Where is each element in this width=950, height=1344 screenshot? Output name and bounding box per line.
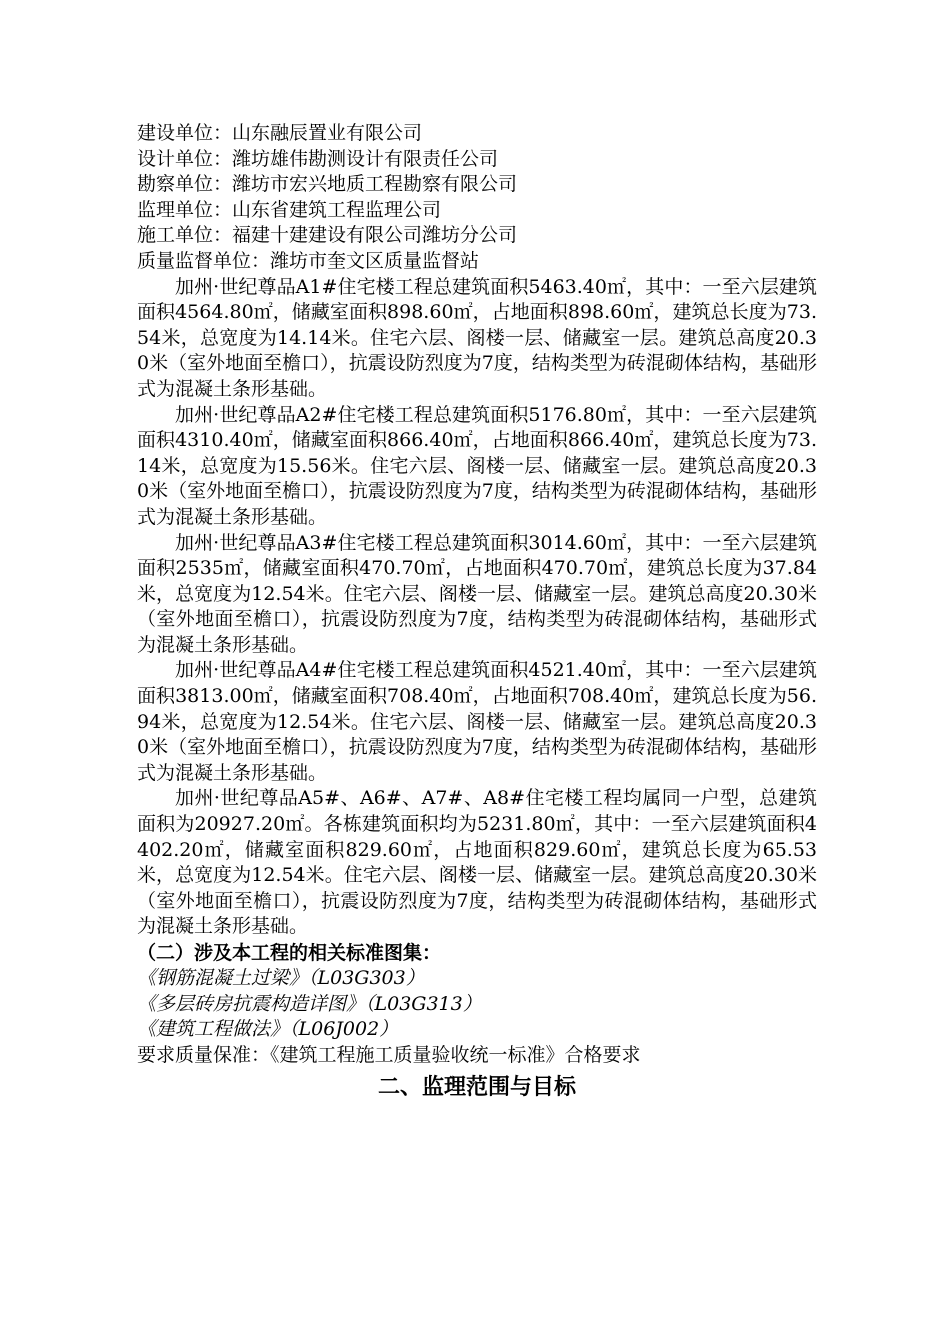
document-page (137, 121, 817, 1104)
unit-construction: 建设单位：山东融辰置业有限公司 (137, 122, 423, 144)
standard-item: 《钢筋混凝土过梁》（L03G303） (137, 967, 425, 989)
unit-survey: 勘察单位：潍坊市宏兴地质工程勘察有限公司 (137, 173, 518, 196)
paragraph-a3: 加州·世纪尊品A3#住宅楼工程总建筑面积3014.60㎡，其中：一至六层建筑面积2535㎡，储藏室面积470.70㎡，占地面积470.70㎡，建筑总长度为37.84米，总宽度为12.54米。住宅六层、阁楼一层、储藏室一层。建筑总高度20.30米（室外地面至檐口），抗震设防烈度为7度，结构类型为砖混砌体结构，基础形式为混凝土条形基础。 (137, 531, 817, 656)
building-descriptions (137, 275, 817, 940)
project-units (137, 121, 817, 275)
unit-builder: 施工单位：福建十建建设有限公司潍坊分公司 (137, 224, 518, 247)
standard-item: 《建筑工程做法》（L06J002） (137, 1018, 399, 1041)
unit-quality-supervision: 质量监督单位：潍坊市奎文区质量监督站 (137, 249, 480, 272)
standard-item: 《多层砖房抗震构造详图》（L03G313） (137, 992, 482, 1015)
paragraph-a5-a8: 加州·世纪尊品A5#、A6#、A7#、A8#住宅楼工程均属同一户型，总建筑面积为20927.20㎡。各栋建筑面积均为5231.80㎡，其中：一至六层建筑面积4402.20㎡，储藏室面积829.60㎡，占地面积829.60㎡，建筑总长度为65.53米，总宽度为12.54米。住宅六层、阁楼一层、储藏室一层。建筑总高度20.30米（室外地面至檐口），抗震设防烈度为7度，结构类型为砖混砌体结构，基础形式为混凝土条形基础。 (137, 787, 817, 938)
unit-design: 设计单位：潍坊雄伟勘测设计有限责任公司 (137, 147, 499, 170)
quality-requirement: 要求质量保准：《建筑工程施工质量验收统一标准》合格要求 (137, 1043, 641, 1066)
paragraph-a2: 加州·世纪尊品A2#住宅楼工程总建筑面积5176.80㎡，其中：一至六层建筑面积4310.40㎡，储藏室面积866.40㎡，占地面积866.40㎡，建筑总长度为73.14米，总宽度为15.56米。住宅六层、阁楼一层、储藏室一层。建筑总高度20.30米（室外地面至檐口），抗震设防烈度为7度，结构类型为砖混砌体结构，基础形式为混凝土条形基础。 (137, 403, 817, 528)
paragraph-a1: 加州·世纪尊品A1#住宅楼工程总建筑面积5463.40㎡，其中：一至六层建筑面积4564.80㎡，储藏室面积898.60㎡，占地面积898.60㎡，建筑总长度为73.54米，总宽度为14.14米。住宅六层、阁楼一层、储藏室一层。建筑总高度20.30米（室外地面至檐口），抗震设防烈度为7度，结构类型为砖混砌体结构，基础形式为混凝土条形基础。 (137, 275, 817, 400)
paragraph-a4: 加州·世纪尊品A4#住宅楼工程总建筑面积4521.40㎡，其中：一至六层建筑面积3813.00㎡，储藏室面积708.40㎡，占地面积708.40㎡，建筑总长度为56.94米，总宽度为12.54米。住宅六层、阁楼一层、储藏室一层。建筑总高度20.30米（室外地面至檐口），抗震设防烈度为7度，结构类型为砖混砌体结构，基础形式为混凝土条形基础。 (137, 659, 817, 784)
standards-list (137, 966, 817, 1043)
standards-heading: （二）涉及本工程的相关标准图集： (137, 942, 442, 964)
section-title: 二、监理范围与目标 (377, 1075, 576, 1101)
unit-supervision: 监理单位：山东省建筑工程监理公司 (137, 198, 442, 221)
